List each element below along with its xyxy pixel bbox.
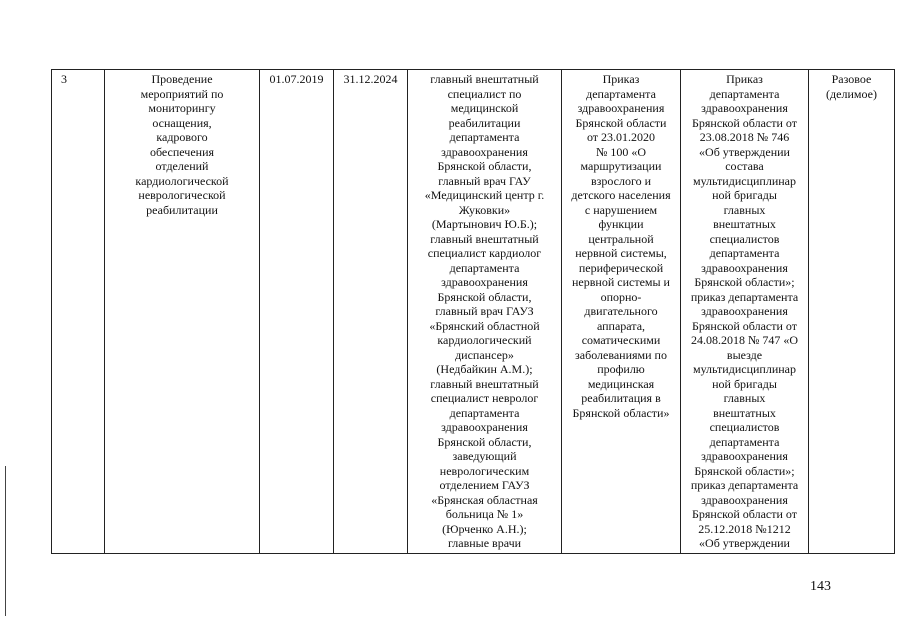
end-date-cell (334, 70, 408, 554)
responsible-cell (408, 70, 562, 554)
scan-margin-line (5, 466, 6, 616)
order-1-text: Приказ департамента здравоохранения Брянской области от 23.01.2020 № 100 «О маршрутизации взрослого и детского населения с нарушением функции центральной нервной системы, периферической нервной системы и опорно- двигательного аппарата, соматическими заболеваниями по профилю медицинская реабилитация в Брянской области» (571, 72, 671, 420)
activity-table (51, 69, 895, 554)
order-2-text: Приказ департамента здравоохранения Брянской области от 23.08.2018 № 746 «Об утверждении состава мультидисциплинар ной бригады главных внештатных специалистов департамента здравоохранения Брянской области»; приказ департамента здравоохранения Брянской области от 24.08.2018 № 747 «О выезде мультидисциплинар ной бригады главных внештатных специалистов департамента здравоохранения Брянской области»; приказ департамента здравоохранения Брянской области от 25.12.2018 №1212 «Об утверждении (690, 72, 799, 550)
order-1-cell (562, 70, 681, 554)
type-cell (809, 70, 895, 554)
responsible-text: главный внештатный специалист по медицинской реабилитации департамента здравоохранения Брянской области, главный врач ГАУ «Медицинский центр г. Жуковки» (Мартынович Ю.Б.); главный внештатный специалист кардиолог департамента здравоохранения Брянской области, главный врач ГАУЗ «Брянский областной кардиологический диспансер» (Недбайкин А.М.); главный внештатный специалист невролог департамента здравоохранения Брянской области, заведующий неврологическим отделением ГАУЗ «Брянская областная больница № 1» (Юрченко А.Н.); главные врачи (424, 72, 545, 550)
table-row (52, 70, 895, 554)
activity-cell (105, 70, 260, 554)
start-date: 01.07.2019 (269, 72, 324, 86)
activity-text: Проведение мероприятий по мониторингу оснащения, кадрового обеспечения отделений кардиологической неврологической реабилитации (135, 72, 229, 217)
page-number: 143 (810, 579, 831, 594)
order-2-cell (681, 70, 809, 554)
row-number-cell (52, 70, 105, 554)
type-text: Разовое (делимое) (826, 72, 877, 101)
end-date: 31.12.2024 (343, 72, 398, 86)
row-number: 3 (61, 72, 67, 86)
start-date-cell (260, 70, 334, 554)
